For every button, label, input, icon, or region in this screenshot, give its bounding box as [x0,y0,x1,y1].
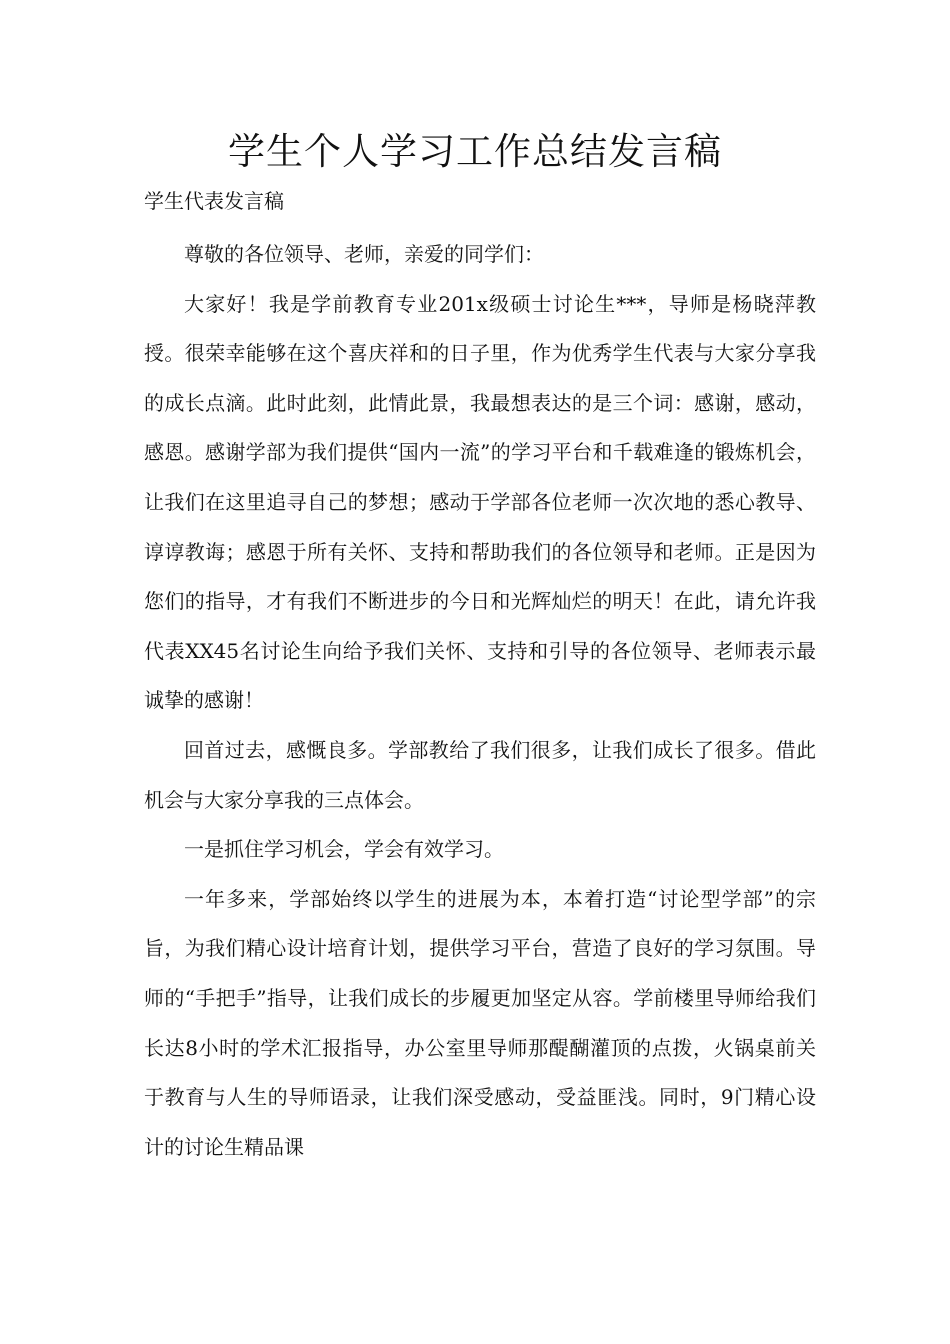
paragraph-greeting: 尊敬的各位领导、老师，亲爱的同学们： [184,242,544,266]
document-title: 学生个人学习工作总结发言稿 [228,130,722,173]
paragraph-reflection: 回首过去，感慨良多。学部教给了我们很多，让我们成长了很多。借此机会与大家分享我的三点体会。 [144,737,816,812]
paragraph-point-one: 一是抓住学习机会，学会有效学习。 [184,837,504,862]
paragraph-introduction: 大家好！我是学前教育专业201x级硕士讨论生***，导师是杨晓萍教授。很荣幸能够在这个喜庆祥和的日子里，作为优秀学生代表与大家分享我的成长点滴。此时此刻，此情此景，我最想表达的是三个词：感谢，感动，感恩。感谢学部为我们提供“国内一流”的学习平台和千载难逢的锻炼机会，让我们在这里追寻自己的梦想；感动于学部各位老师一次次地的悉心教导、谆谆教诲；感恩于所有关怀、支持和帮助我们的各位领导和老师。正是因为您们的指导，才有我们不断进步的今日和光辉灿烂的明天！在此，请允许我代表XX45名讨论生向给予我们关怀、支持和引导的各位领导、老师表示最诚挚的感谢！ [144,291,816,713]
paragraph-learning: 一年多来，学部始终以学生的进展为本，本着打造“讨论型学部”的宗旨，为我们精心设计培育计划，提供学习平台，营造了良好的学习氛围。导师的“手把手”指导，让我们成长的步履更加坚定从容。学前楼里导师给我们长达8小时的学术汇报指导，办公室里导师那醍醐灌顶的点拨，火锅桌前关于教育与人生的导师语录，让我们深受感动，受益匪浅。同时，9门精心设计的讨论生精品课 [144,886,816,1159]
document-subtitle: 学生代表发言稿 [144,189,284,213]
document-body [144,230,816,1172]
